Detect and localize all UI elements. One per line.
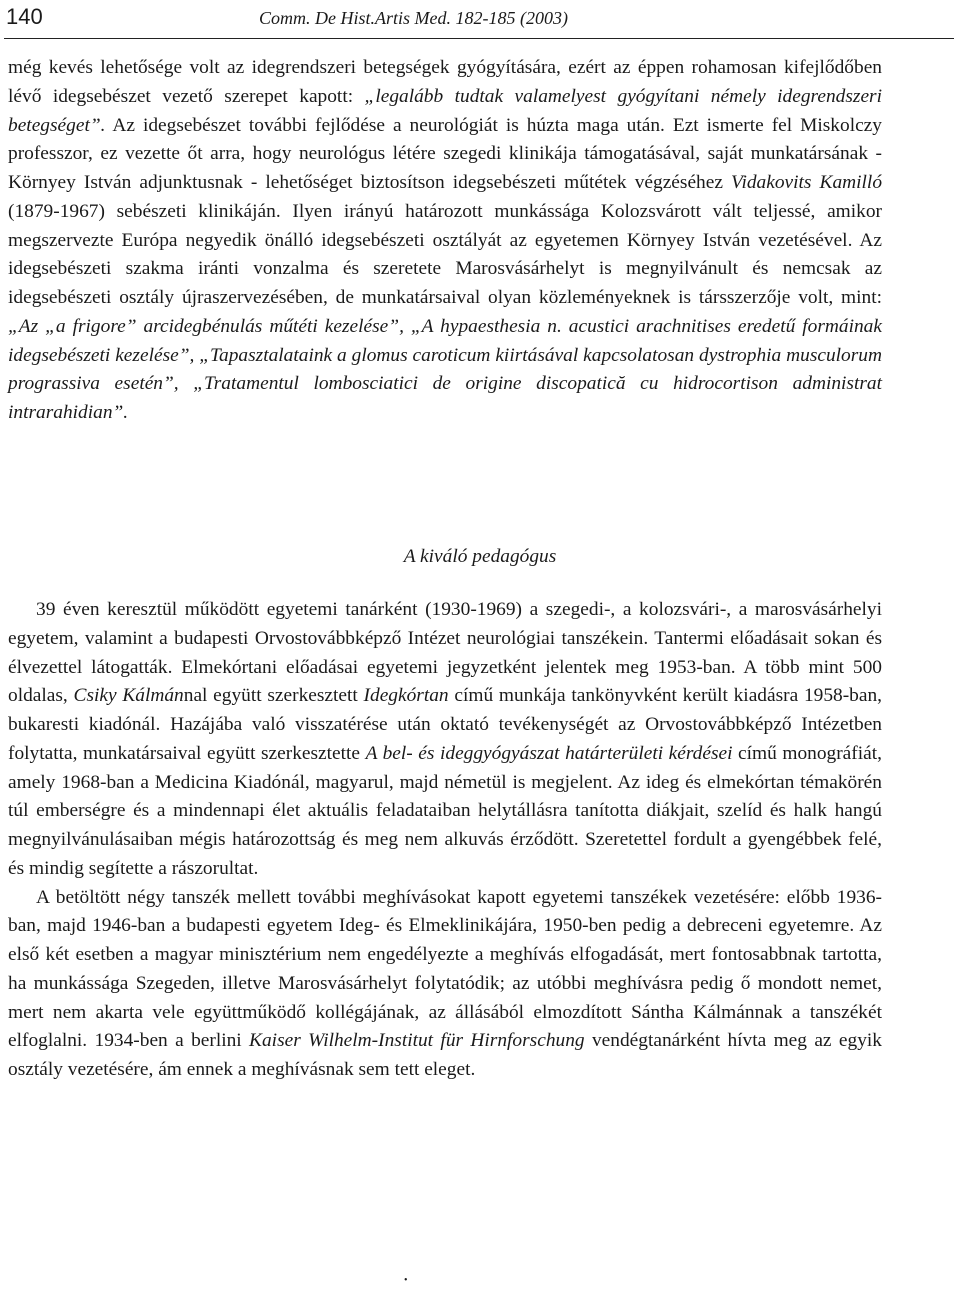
page-header [4,2,954,39]
intro-paragraph-block [8,54,882,428]
intro-text-c: (1879-1967) sebészeti klinikáján. Ilyen irányú határozott munkássága Kolozsvárott vált teljessé, amikor megszervezte Európa negyedik önálló idegsebészeti osztályát az egyetemen Környey István vezetésével. Az idegsebészeti szakma iránti vonzalma és szeretete Marosvásárhelyt is megnyilvánult és nemcsak az idegsebészeti osztály újraszervezésében, de munkatársaival olyan közleményeknek is társszerzője volt, mint: [8,200,882,308]
intro-person-name: Vidakovits Kamilló [731,172,883,193]
page-number: 140 [6,4,43,29]
p3-text-b: vendégtanárként hívta meg az egyik osztály vezetésére, ám ennek a meghívásnak sem tett eleget. [8,1030,882,1080]
p3-text-a: A betöltött négy tanszék mellett további meghívásokat kapott egyetemi tanszékek vezetésére: előbb 1936-ban, majd 1946-ban a budapesti egyetem Ideg- és Elmeklinikájára, 1950-ben pedig a debreceni egyetemre. Az első két esetben a magyar minisztérium nem engedélyezte a meghívás elfogadását, mert fontosabbnak tartotta, ha munkássága Szegeden, illetve Marosvásárhelyt folytatódik; az utóbbi meghívásra pedig ő mondott nemet, mert nem akarta vele együttműködő kollégájának, az állásából elmozdított Sántha Kálmánnak a tanszékét elfoglalni. 1934-ben a berlini [8,886,882,1052]
intro-publication-titles: „Az „a frigore” arcidegbénulás műtéti kezelése”, „A hypaesthesia n. acustici arachnitises eredetű formáinak idegsebészeti kezelése”, „Tapasztalataink a glomus caroticum kiirtásával kapcsolatosan dystrophia musculorum prograssiva esetén”, „Tratamentul lombosciatici de origine discopatică cu hidrocortison administrat intrarahidian”. [8,315,882,423]
footer-mark: • [404,1275,408,1286]
intro-text-a: még kevés lehetősége volt az idegrendszeri betegségek gyógyítására, ezért az éppen rohamosan kifejlődőben lévő idegsebészet vezető szerepet kapott: [8,57,882,107]
paragraph-teaching [8,596,882,884]
p2-book-title-1: Idegkórtan [363,685,449,707]
p2-text-d: című monográfiát, amely 1968-ban a Medicina Kiadónál, magyarul, majd németül is megjelent. Az ideg és elmekórtan témakörén túl emberségre és a mindennapi élet aktuális feladataiban helytállásra tanította diákjait, szelíd és halk hangú megnyilvánulásaiban mégis határozottság és meg nem alkuvás érződött. Szeretettel fordult a gyengébbek felé, és mindig segítette a rászorultat. [8,742,882,879]
p2-text-b: nal együtt szerkesztett [183,685,364,707]
p2-text-c: című munkája tankönyvként került kiadásra 1958-ban, bukaresti kiadónál. Hazájába való visszatérése után oktató tevékenységét az Orvostovábbképző Intézetben folytatta, munkatársaival együtt szerkesztette [8,685,883,764]
running-head: Comm. De Hist.Artis Med. 182-185 (2003) [259,8,568,28]
intro-quote: „legalább tudtak valamelyest gyógyítani némely idegrendszeri betegséget”. [8,85,882,136]
p2-person-name: Csiky Kálmán [73,685,184,707]
intro-text-b: Az idegsebészet további fejlődése a neurológiát is húzta maga után. Ezt ismerte fel Miskolczy professzor, ez vezette őt arra, hogy neurológus létére szegedi klinikája támogatásával, saját munkatársának - Környey István adjunktusnak - lehetőséget biztosítson idegsebészeti műtétek végzéséhez [8,114,882,193]
p3-institute-name: Kaiser Wilhelm-Institut für Hirnforschung [249,1030,585,1052]
paragraph-invitations [8,884,882,1085]
intro-paragraph [8,54,882,428]
p2-text-a: 39 éven keresztül működött egyetemi tanárként (1930-1969) a szegedi-, a kolozsvári-, a marosvásárhelyi egyetem, valamint a budapesti Orvostovábbképző Intézet neurológiai tanszékein. Tantermi előadásait sokan és élvezettel látogatták. Elmekórtani előadásai egyetemi jegyzetként jelentek meg 1953-ban. A több mint 500 oldalas, [8,599,882,707]
p2-book-title-2: A bel- és ideggyógyászat határterületi kérdései [365,742,733,764]
main-paragraph-block [8,596,882,1085]
section-heading: A kiváló pedagógus [403,546,557,567]
